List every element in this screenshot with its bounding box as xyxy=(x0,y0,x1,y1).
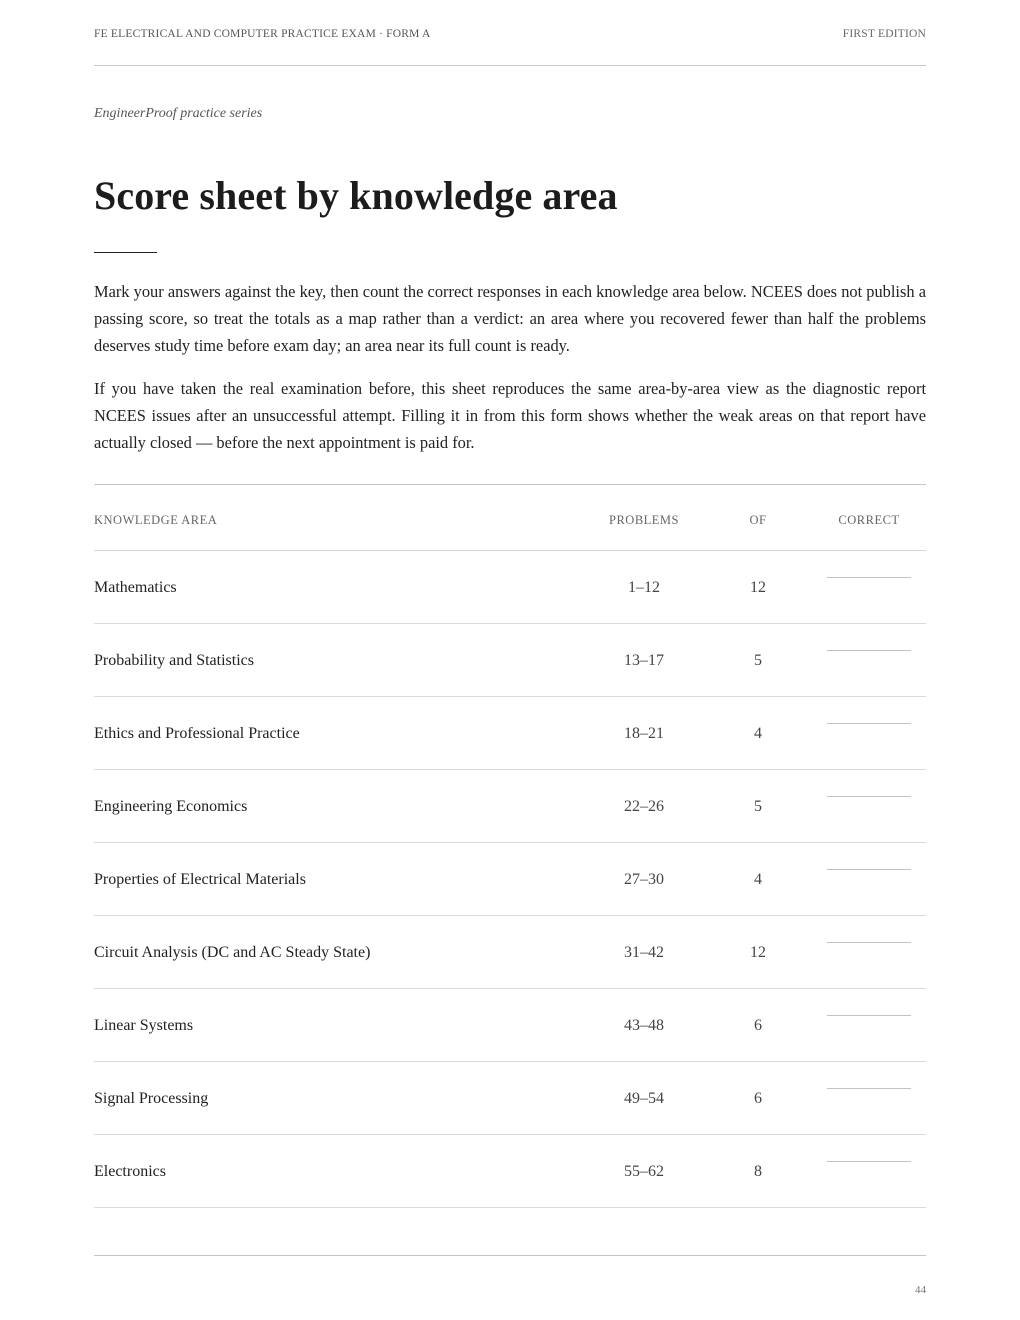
problem-count-cell: 6 xyxy=(754,1090,762,1107)
knowledge-area-cell: Engineering Economics xyxy=(94,798,248,815)
table-row xyxy=(94,843,926,916)
header-knowledge-area: KNOWLEDGE AREA xyxy=(94,513,218,527)
running-head-edition: FIRST EDITION xyxy=(842,28,926,40)
table-row xyxy=(94,1135,926,1208)
running-head-title: FE ELECTRICAL AND COMPUTER PRACTICE EXAM · FORM A xyxy=(94,28,431,40)
problems-range-cell: 49–54 xyxy=(624,1090,664,1107)
table-body xyxy=(94,551,926,1208)
correct-count-blank[interactable] xyxy=(827,869,911,870)
correct-count-blank[interactable] xyxy=(827,1088,911,1089)
correct-count-blank[interactable] xyxy=(827,650,911,651)
knowledge-area-cell: Ethics and Professional Practice xyxy=(94,725,300,742)
knowledge-area-cell: Probability and Statistics xyxy=(94,652,254,669)
problem-count-cell: 12 xyxy=(750,579,766,596)
correct-count-blank[interactable] xyxy=(827,1015,911,1016)
correct-count-blank[interactable] xyxy=(827,577,911,578)
header-correct: CORRECT xyxy=(838,513,900,527)
problems-range-cell: 27–30 xyxy=(624,871,664,888)
problem-count-cell: 5 xyxy=(754,652,762,669)
correct-count-blank[interactable] xyxy=(827,1161,911,1162)
problems-range-cell: 22–26 xyxy=(624,798,664,815)
knowledge-area-cell: Signal Processing xyxy=(94,1090,209,1107)
intro-paragraph-2: If you have taken the real examination before, this sheet reproduces the same area-by-area view as the diagnostic report NCEES issues after an unsuccessful attempt. Filling it in from this form shows whether the weak areas on that report have actually closed — before the next appointment is paid for. xyxy=(94,379,926,452)
score-table xyxy=(94,484,926,1208)
header-problems: PROBLEMS xyxy=(609,513,679,527)
series-label: EngineerProof practice series xyxy=(94,106,263,121)
table-row xyxy=(94,989,926,1062)
intro-text xyxy=(94,278,926,472)
table-row xyxy=(94,916,926,989)
problem-count-cell: 5 xyxy=(754,798,762,815)
knowledge-area-cell: Electronics xyxy=(94,1163,166,1180)
problems-range-cell: 31–42 xyxy=(624,944,664,961)
title-underline xyxy=(94,252,157,253)
problems-range-cell: 43–48 xyxy=(624,1017,664,1034)
running-head xyxy=(94,26,926,46)
footer-divider xyxy=(94,1255,926,1256)
problems-range-cell: 18–21 xyxy=(624,725,664,742)
page-number: 44 xyxy=(915,1284,926,1296)
problem-count-cell: 8 xyxy=(754,1163,762,1180)
header-divider xyxy=(94,65,926,66)
problem-count-cell: 4 xyxy=(754,871,762,888)
problems-range-cell: 1–12 xyxy=(628,579,660,596)
knowledge-area-cell: Linear Systems xyxy=(94,1017,194,1034)
problems-range-cell: 13–17 xyxy=(624,652,664,669)
table-row xyxy=(94,697,926,770)
table-header xyxy=(94,485,926,551)
page-title: Score sheet by knowledge area xyxy=(94,173,618,218)
table-row xyxy=(94,770,926,843)
problems-range-cell: 55–62 xyxy=(624,1163,664,1180)
table-row xyxy=(94,1062,926,1135)
correct-count-blank[interactable] xyxy=(827,723,911,724)
header-of: OF xyxy=(749,513,767,527)
knowledge-area-cell: Mathematics xyxy=(94,579,177,596)
intro-paragraph-1: Mark your answers against the key, then count the correct responses in each knowledge area below. NCEES does not publish a passing score, so treat the totals as a map rather than a verdict: an area where you recovered fewer than half the problems deserves study time before exam day; an area near its full count is ready. xyxy=(94,282,926,355)
correct-count-blank[interactable] xyxy=(827,796,911,797)
correct-count-blank[interactable] xyxy=(827,942,911,943)
knowledge-area-cell: Circuit Analysis (DC and AC Steady State) xyxy=(94,944,371,961)
page xyxy=(94,0,926,1320)
problem-count-cell: 6 xyxy=(754,1017,762,1034)
problem-count-cell: 12 xyxy=(750,944,766,961)
table-row xyxy=(94,624,926,697)
problem-count-cell: 4 xyxy=(754,725,762,742)
table-row xyxy=(94,551,926,624)
knowledge-area-cell: Properties of Electrical Materials xyxy=(94,871,306,888)
